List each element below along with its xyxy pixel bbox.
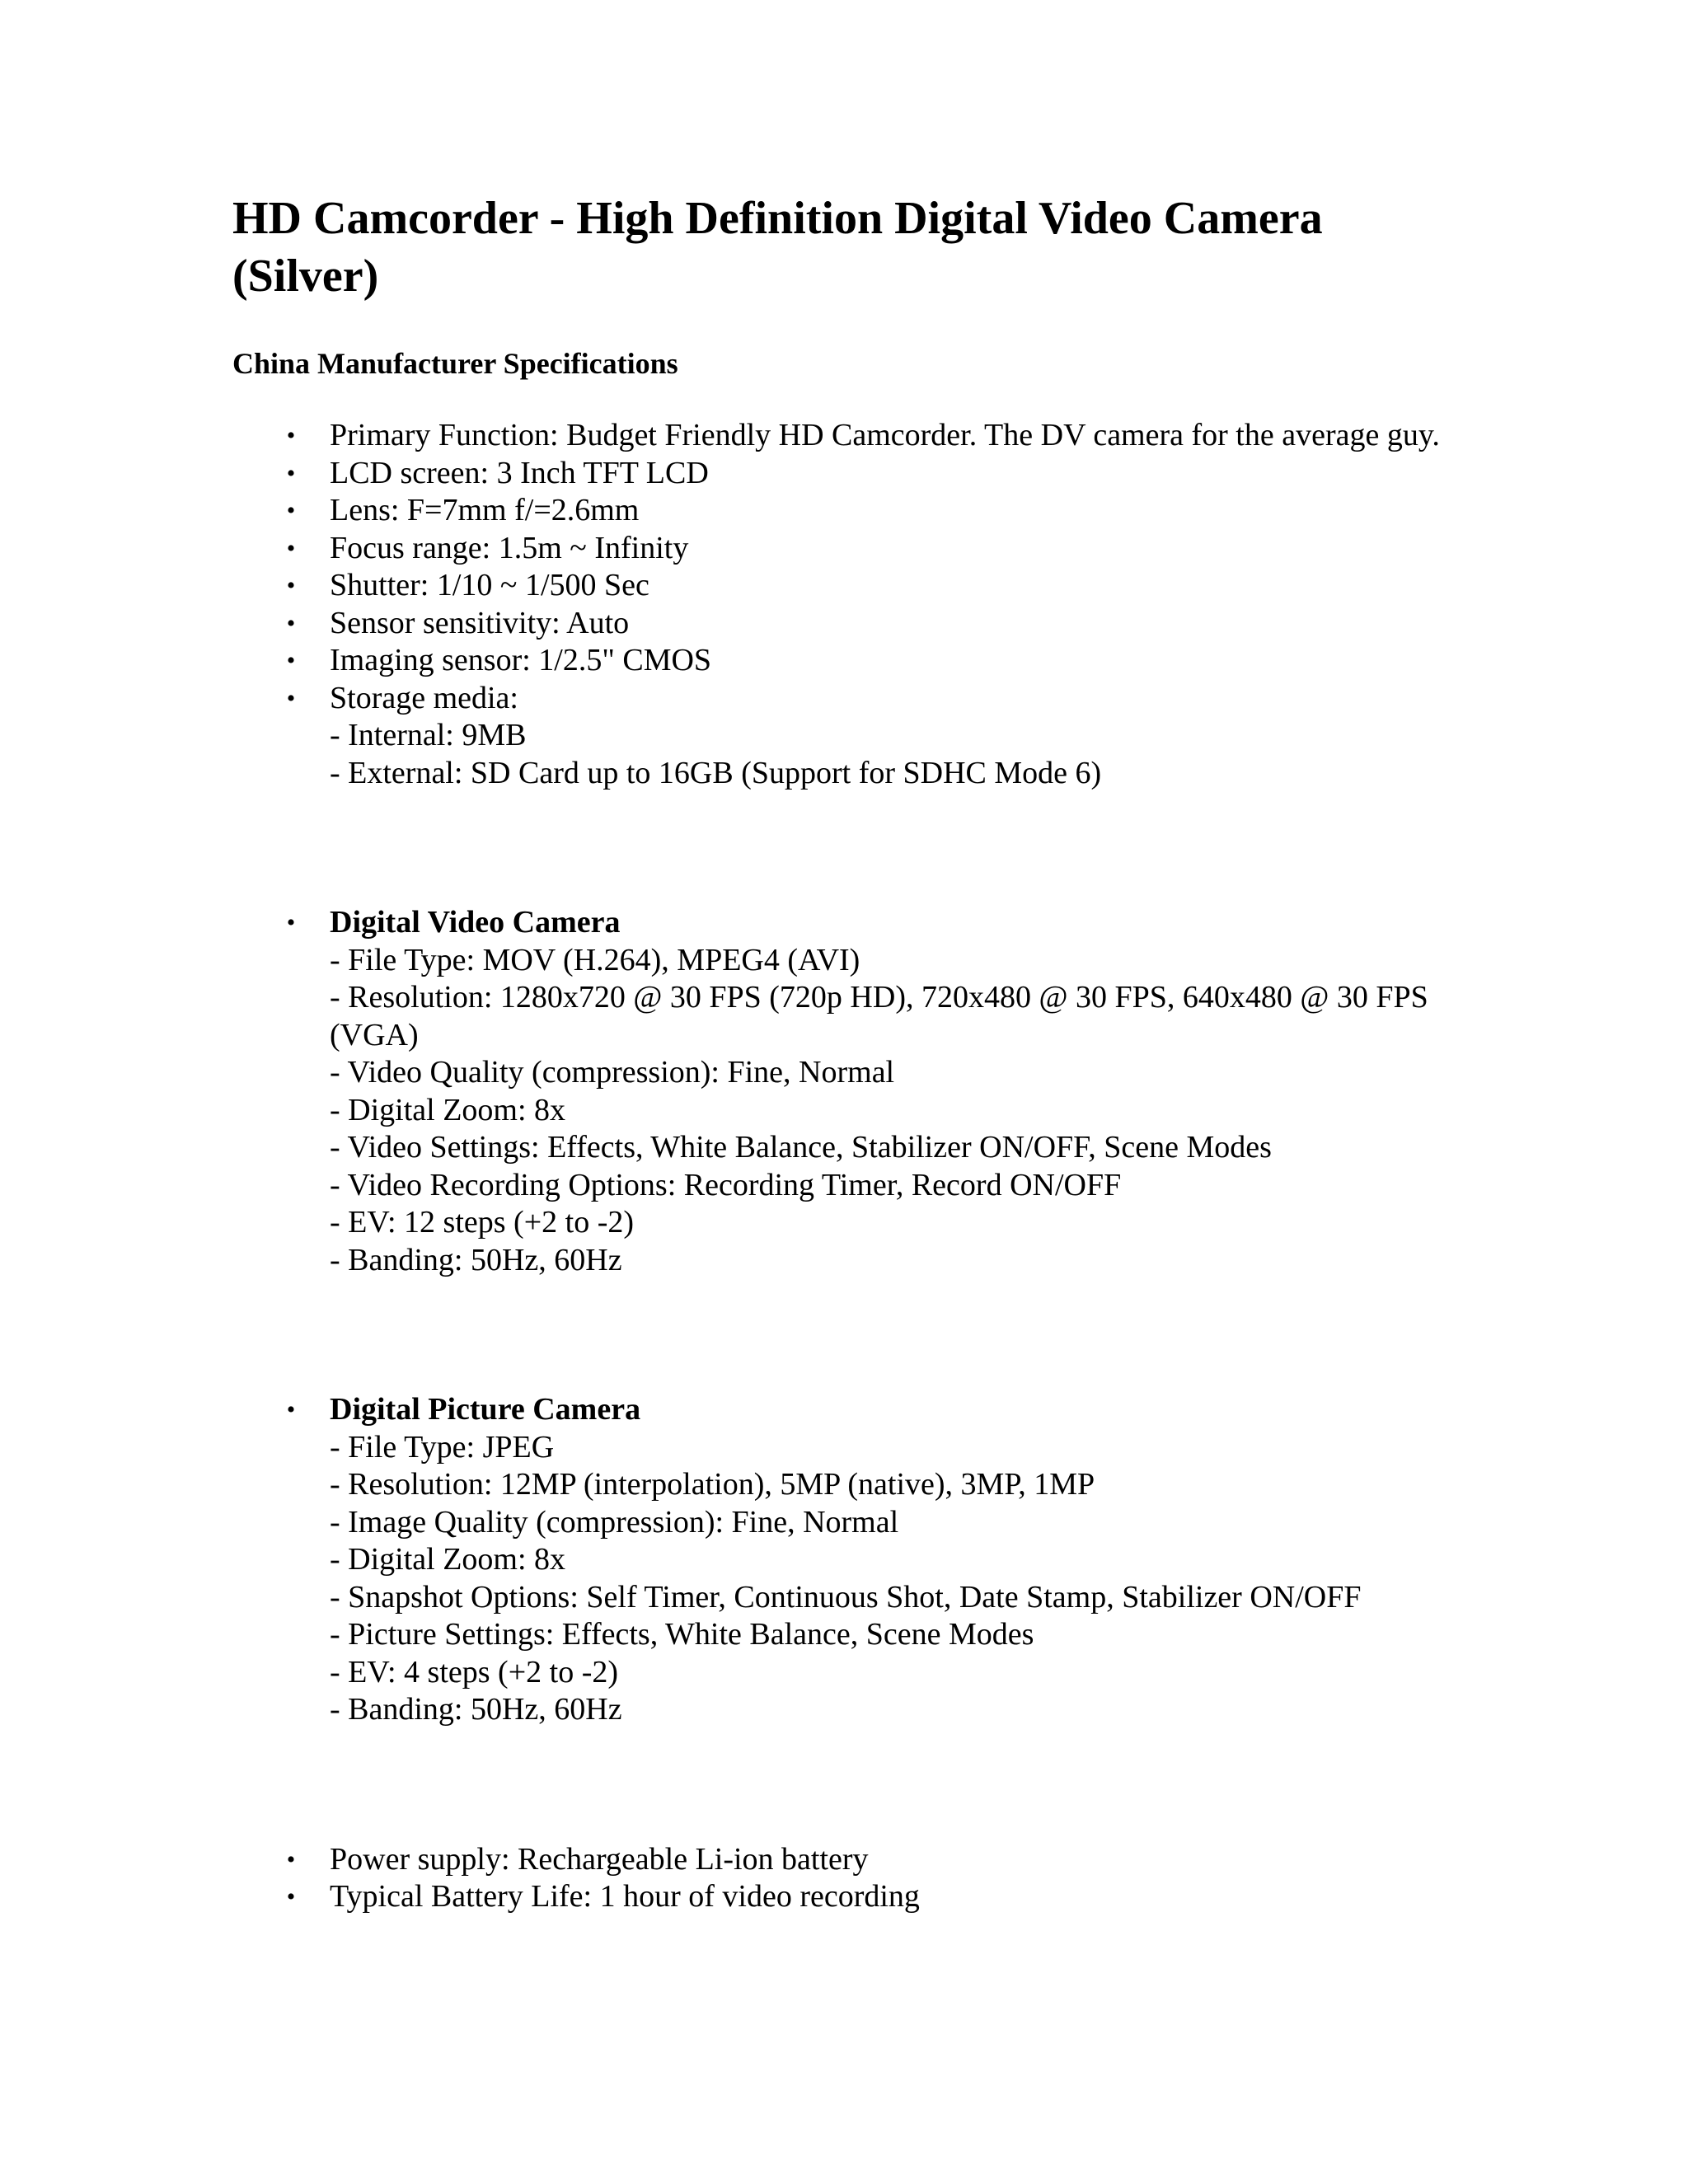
spec-storage-label: Storage media: [330,680,518,715]
picture-camera-heading: Digital Picture Camera [330,1392,641,1427]
spec-focus-range: Focus range: 1.5m ~ Infinity [330,530,689,565]
spec-lcd-screen: LCD screen: 3 Inch TFT LCD [330,455,709,490]
spec-storage-internal: - Internal: 9MB [330,718,527,752]
list-item [232,530,1469,568]
bullet-icon: • [286,647,296,674]
power-list [232,1841,1469,1916]
spec-power-supply: Power supply: Rechargeable Li-ion battery [330,1841,869,1877]
bullet-icon: • [286,534,296,562]
spec-primary-function: Primary Function: Budget Friendly HD Camcorder. The DV camera for the average guy. [330,418,1440,452]
list-item [232,605,1469,643]
video-spec-line: - Video Settings: Effects, White Balance, Stabilizer ON/OFF, Scene Modes [330,1130,1272,1165]
spec-list [232,417,1469,792]
spec-storage-external: - External: SD Card up to 16GB (Support for SDHC Mode 6) [330,755,1102,790]
list-item [232,567,1469,605]
spec-battery-life: Typical Battery Life: 1 hour of video recording [330,1879,920,1914]
video-spec-line: - Video Recording Options: Recording Timer, Record ON/OFF [330,1167,1122,1202]
picture-spec-line: - Banding: 50Hz, 60Hz [330,1692,622,1727]
picture-spec-line: - Resolution: 12MP (interpolation), 5MP (native), 3MP, 1MP [330,1467,1095,1502]
list-item [232,417,1469,455]
video-spec-line: - File Type: MOV (H.264), MPEG4 (AVI) [330,942,860,977]
video-spec-line: - Video Quality (compression): Fine, Normal [330,1055,895,1090]
bullet-icon: • [286,609,296,637]
picture-spec-line: - Snapshot Options: Self Timer, Continuous Shot, Date Stamp, Stabilizer ON/OFF [330,1579,1362,1615]
list-item [232,904,1469,1279]
list-item [232,1841,1469,1879]
list-item [232,455,1469,493]
picture-spec-line: - EV: 4 steps (+2 to -2) [330,1654,618,1690]
spec-lens: Lens: F=7mm f/=2.6mm [330,493,640,527]
bullet-icon: • [286,572,296,599]
picture-spec-line: - Digital Zoom: 8x [330,1542,566,1577]
video-spec-line: - EV: 12 steps (+2 to -2) [330,1205,634,1240]
spec-shutter: Shutter: 1/10 ~ 1/500 Sec [330,568,649,602]
video-spec-line: - Digital Zoom: 8x [330,1092,566,1127]
bullet-icon: • [286,1845,296,1873]
video-spec-line: - Resolution: 1280x720 @ 30 FPS (720p HD), 720x480 @ 30 FPS, 640x480 @ 30 FPS (VGA) [330,980,1428,1052]
page-title: HD Camcorder - High Definition Digital Video Camera (Silver) [232,193,1323,302]
video-camera-heading: Digital Video Camera [330,905,621,940]
bullet-icon: • [286,459,296,487]
section-subtitle: China Manufacturer Specifications [232,347,678,380]
list-item [232,492,1469,530]
picture-spec-line: - File Type: JPEG [330,1429,555,1465]
bullet-icon: • [286,1883,296,1910]
picture-camera-list [232,1391,1469,1729]
picture-spec-line: - Image Quality (compression): Fine, Normal [330,1504,899,1540]
list-item [232,1391,1469,1729]
spec-imaging-sensor: Imaging sensor: 1/2.5" CMOS [330,643,712,677]
bullet-icon: • [286,422,296,449]
list-item [232,680,1469,793]
bullet-icon: • [286,497,296,524]
bullet-icon: • [286,684,296,712]
document-page [232,190,1469,1916]
video-camera-list [232,904,1469,1279]
bullet-icon: • [286,1396,296,1423]
list-item [232,642,1469,680]
bullet-icon: • [286,909,296,936]
spec-sensor-sensitivity: Sensor sensitivity: Auto [330,605,630,640]
list-item [232,1878,1469,1916]
picture-spec-line: - Picture Settings: Effects, White Balance, Scene Modes [330,1617,1034,1652]
video-spec-line: - Banding: 50Hz, 60Hz [330,1242,622,1277]
